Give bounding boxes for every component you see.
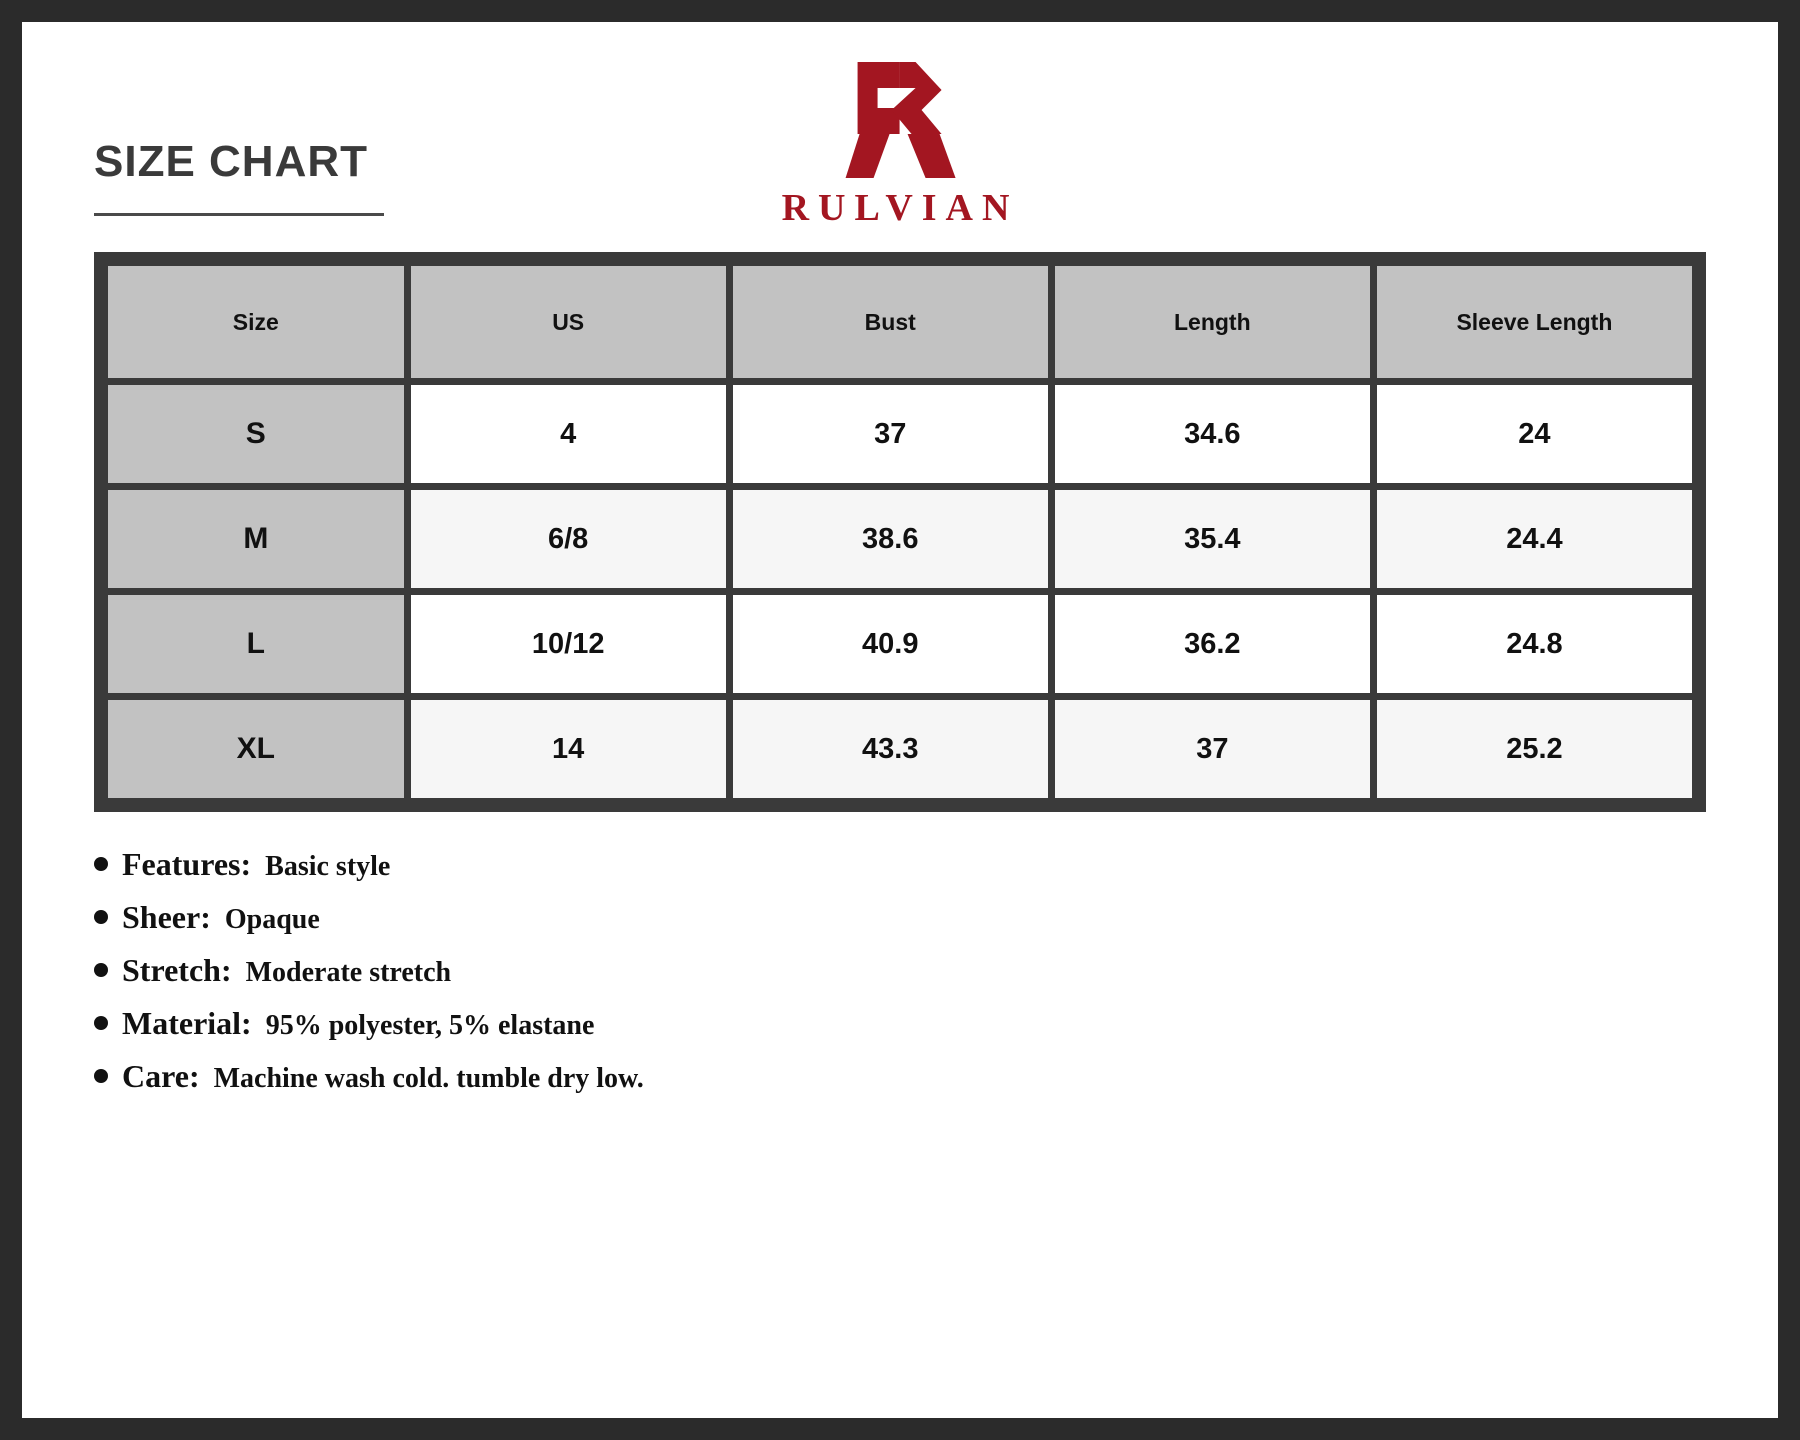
cell-us: 6/8: [411, 490, 726, 588]
list-item: [94, 899, 1706, 936]
bullet-icon: [94, 1069, 108, 1083]
bullet-icon: [94, 910, 108, 924]
cell-size: M: [108, 490, 404, 588]
cell-bust: 40.9: [733, 595, 1048, 693]
bullet-icon: [94, 963, 108, 977]
column-header-size: Size: [108, 266, 404, 378]
size-table-container: [94, 252, 1706, 812]
table-header-row: [108, 266, 1692, 378]
title-underline: [94, 213, 384, 216]
table-row: [108, 385, 1692, 483]
note-value: Machine wash cold. tumble dry low.: [213, 1063, 644, 1094]
cell-us: 4: [411, 385, 726, 483]
cell-sleeve: 24.8: [1377, 595, 1692, 693]
header: [22, 22, 1778, 252]
bullet-icon: [94, 857, 108, 871]
note-label: Sheer:: [122, 899, 211, 935]
size-table: [101, 259, 1699, 805]
cell-length: 37: [1055, 700, 1370, 798]
page-inner: [22, 22, 1778, 1418]
note-label: Material:: [122, 1005, 252, 1041]
table-row: [108, 700, 1692, 798]
list-item: [94, 1005, 1706, 1042]
list-item: [94, 1058, 1706, 1095]
note-value: 95% polyester, 5% elastane: [265, 1010, 595, 1041]
note-value: Moderate stretch: [245, 957, 452, 988]
column-header-sleeve: Sleeve Length: [1377, 266, 1692, 378]
table-row: [108, 490, 1692, 588]
cell-us: 14: [411, 700, 726, 798]
cell-size: S: [108, 385, 404, 483]
note-value: Opaque: [224, 904, 320, 935]
list-item: [94, 952, 1706, 989]
note-label: Stretch:: [122, 952, 232, 988]
table-row: [108, 595, 1692, 693]
rulvian-r-logo-icon: [830, 60, 970, 180]
brand-lockup: [782, 60, 1019, 230]
column-header-us: US: [411, 266, 726, 378]
cell-length: 36.2: [1055, 595, 1370, 693]
note-value: Basic style: [265, 851, 391, 882]
bullet-icon: [94, 1016, 108, 1030]
cell-bust: 37: [733, 385, 1048, 483]
cell-size: XL: [108, 700, 404, 798]
cell-size: L: [108, 595, 404, 693]
cell-length: 35.4: [1055, 490, 1370, 588]
title-block: [94, 137, 384, 216]
list-item: [94, 846, 1706, 883]
note-label: Features:: [122, 846, 252, 882]
table-head: [108, 266, 1692, 378]
cell-us: 10/12: [411, 595, 726, 693]
product-notes-list: [94, 846, 1706, 1095]
column-header-bust: Bust: [733, 266, 1048, 378]
cell-length: 34.6: [1055, 385, 1370, 483]
cell-sleeve: 25.2: [1377, 700, 1692, 798]
cell-bust: 38.6: [733, 490, 1048, 588]
note-label: Care:: [122, 1058, 200, 1094]
column-header-length: Length: [1055, 266, 1370, 378]
cell-sleeve: 24.4: [1377, 490, 1692, 588]
brand-name: RULVIAN: [781, 187, 1019, 229]
page-title: SIZE CHART: [94, 137, 368, 186]
table-body: [108, 385, 1692, 798]
cell-bust: 43.3: [733, 700, 1048, 798]
cell-sleeve: 24: [1377, 385, 1692, 483]
